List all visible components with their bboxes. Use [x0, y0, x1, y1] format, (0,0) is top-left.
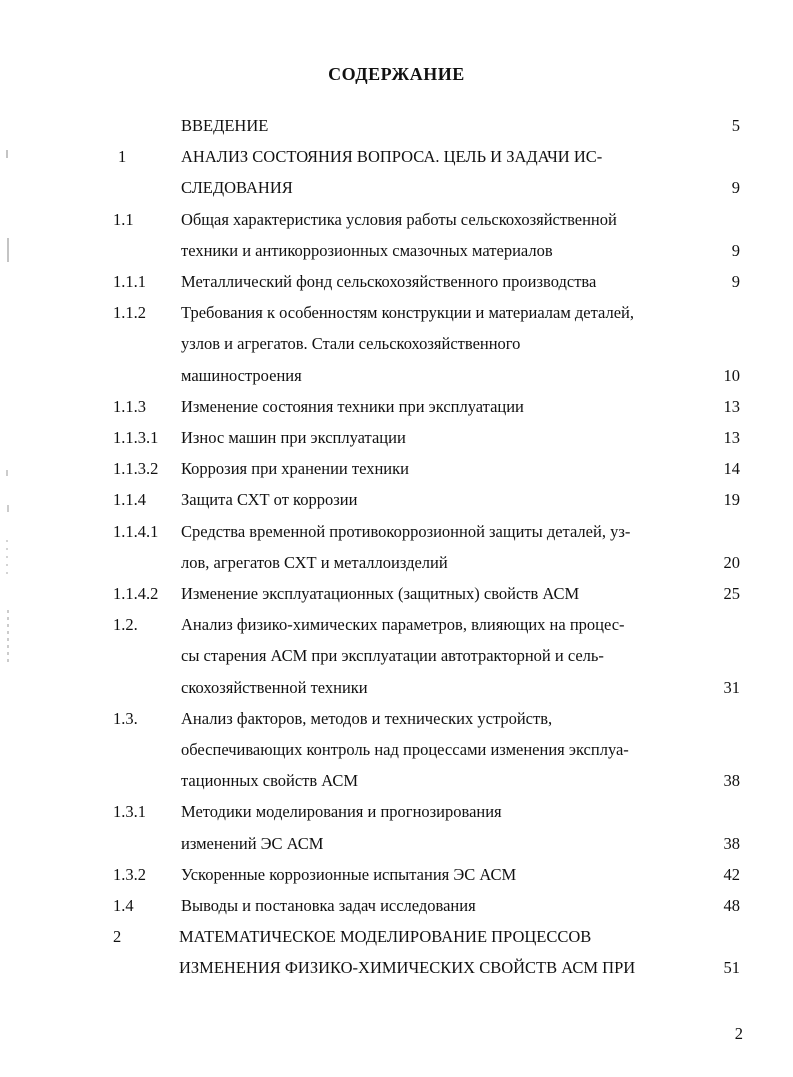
toc-entry-page: 25	[723, 584, 740, 603]
page-title: СОДЕРЖАНИЕ	[328, 64, 465, 84]
scan-margin-marks	[0, 0, 40, 1077]
toc-entry-title-line: Выводы и постановка задач исследования	[181, 896, 476, 915]
toc-entry-title-line: Изменение эксплуатационных (защитных) свойств АСМ	[181, 584, 580, 603]
toc-entry-number: 2	[113, 927, 122, 947]
toc-entry-title-line: Средства временной противокоррозионной защиты деталей, уз-	[181, 521, 631, 541]
toc-entry	[0, 890, 793, 921]
toc-entry-page: 9	[731, 178, 740, 198]
toc-entry-title-line: ИЗМЕНЕНИЯ ФИЗИКО-ХИМИЧЕСКИХ СВОЙСТВ АСМ ПРИ	[179, 958, 636, 978]
toc-entry	[0, 110, 793, 141]
toc-entry-page: 31	[723, 677, 740, 697]
toc-entry-title	[181, 297, 711, 391]
toc-entry-number: 1.1.4.2	[113, 584, 159, 603]
toc-entry	[0, 204, 793, 266]
toc-entry-title-line: тационных свойств АСМ	[181, 771, 359, 791]
toc-entry-title-line: обеспечивающих контроль над процессами изменения эксплуа-	[181, 739, 629, 759]
toc-entry-number: 1.1.3.2	[113, 459, 159, 479]
toc-entry	[0, 578, 793, 609]
toc-entry-title	[181, 578, 711, 609]
toc-entry	[0, 609, 793, 703]
toc-entry-title-line: Общая характеристика условия работы сельскохозяйственной	[181, 209, 617, 229]
toc-entry-number: 1.1.4	[113, 490, 146, 510]
toc-entry-title-line: лов, агрегатов СХТ и металлоизделий	[181, 552, 448, 572]
toc-entry	[0, 921, 793, 983]
toc-entry-title	[181, 266, 711, 297]
toc-entry-title-line: Изменение состояния техники при эксплуатации	[181, 396, 524, 416]
toc-entry-title-line: Анализ физико-химических параметров, влияющих на процес-	[181, 615, 625, 635]
toc-entry-page: 14	[723, 459, 740, 479]
toc-entry-page: 10	[723, 365, 740, 385]
toc-entry-title-line: техники и антикоррозионных смазочных материалов	[181, 240, 553, 260]
toc-entry-page: 20	[723, 552, 740, 572]
toc-entry-title-line: Ускоренные коррозионные испытания ЭС АСМ	[181, 864, 517, 884]
toc-entry-title	[181, 391, 711, 422]
toc-entry-number: 1.1.3	[113, 396, 146, 416]
toc-entry-title	[181, 204, 711, 266]
toc-entry-title-line: Коррозия при хранении техники	[181, 459, 409, 479]
toc-entry-page: 5	[731, 116, 740, 135]
toc-entry-title-line: Требования к особенностям конструкции и материалам деталей,	[181, 303, 635, 323]
toc-entry-title-line: сы старения АСМ при эксплуатации автотракторной и сель-	[181, 646, 604, 666]
toc-entry-title	[181, 484, 711, 515]
toc-entry-title	[181, 609, 711, 703]
toc-entry	[0, 859, 793, 890]
toc-entry-title	[181, 453, 711, 484]
toc-entry-title-line: Износ машин при эксплуатации	[181, 428, 406, 447]
toc-entry-title-line: ВВЕДЕНИЕ	[181, 116, 269, 135]
toc-entry-title-line: Металлический фонд сельскохозяйственного производства	[181, 272, 597, 291]
toc-entry	[0, 484, 793, 515]
toc-entry-page: 9	[731, 272, 740, 291]
toc-entry	[0, 391, 793, 422]
toc-entry-number: 1	[118, 147, 127, 167]
toc-entry	[0, 516, 793, 578]
toc-entry-title-line: МАТЕМАТИЧЕСКОЕ МОДЕЛИРОВАНИЕ ПРОЦЕССОВ	[179, 927, 592, 947]
toc-entry-title-line: изменений ЭС АСМ	[181, 833, 324, 853]
toc-entry-number: 1.3.	[113, 708, 138, 728]
toc-entry-page: 51	[723, 958, 740, 978]
toc-entry-title-line: Методики моделирования и прогнозирования	[181, 802, 502, 822]
toc-entry-page: 13	[723, 428, 740, 447]
toc-entry-title	[181, 422, 711, 453]
toc-entry-title-line: Защита СХТ от коррозии	[181, 490, 358, 510]
toc-entry-page: 19	[723, 490, 740, 510]
toc-entry-title	[181, 703, 711, 797]
toc-entry-number: 1.4	[113, 896, 134, 915]
toc-entry-page: 38	[723, 771, 740, 791]
toc-entry-number: 1.1.4.1	[113, 521, 159, 541]
toc-entry	[0, 703, 793, 797]
toc-entry-title-line: машиностроения	[181, 365, 302, 385]
toc-entry-page: 13	[723, 396, 740, 416]
toc-entry	[0, 453, 793, 484]
toc-entry-number: 1.1.1	[113, 272, 146, 291]
toc-entry-title	[181, 859, 711, 890]
toc-entry-title-line: АНАЛИЗ СОСТОЯНИЯ ВОПРОСА. ЦЕЛЬ И ЗАДАЧИ ИС-	[181, 147, 603, 167]
toc-entry-number: 1.1	[113, 209, 134, 229]
toc-entry	[0, 796, 793, 858]
toc-entry-title	[181, 141, 711, 203]
toc-entry-page: 9	[731, 240, 740, 260]
toc-entry-page: 48	[723, 896, 740, 915]
toc-entry-title	[181, 516, 711, 578]
toc-entry-title-line: СЛЕДОВАНИЯ	[181, 178, 293, 198]
toc-entry-title	[179, 921, 709, 983]
toc-entry-number: 1.1.3.1	[113, 428, 159, 447]
toc-entry-title	[181, 110, 711, 141]
toc-entry-page: 38	[723, 833, 740, 853]
toc-entry-number: 1.3.2	[113, 864, 146, 884]
toc-entry	[0, 422, 793, 453]
page-number: 2	[734, 1024, 743, 1043]
toc-entry	[0, 297, 793, 391]
toc-entry-title-line: скохозяйственной техники	[181, 677, 368, 697]
toc-entry-title	[181, 890, 711, 921]
toc-entry-title-line: Анализ факторов, методов и технических устройств,	[181, 708, 553, 728]
toc-entry-title	[181, 796, 711, 858]
toc-entry-number: 1.2.	[113, 615, 138, 635]
toc-entry	[0, 266, 793, 297]
toc-entry-number: 1.1.2	[113, 303, 146, 323]
toc-entry-number: 1.3.1	[113, 802, 146, 822]
toc-entry	[0, 141, 793, 203]
toc-entry-title-line: узлов и агрегатов. Стали сельскохозяйственного	[181, 334, 521, 354]
toc-entry-page: 42	[723, 864, 740, 884]
